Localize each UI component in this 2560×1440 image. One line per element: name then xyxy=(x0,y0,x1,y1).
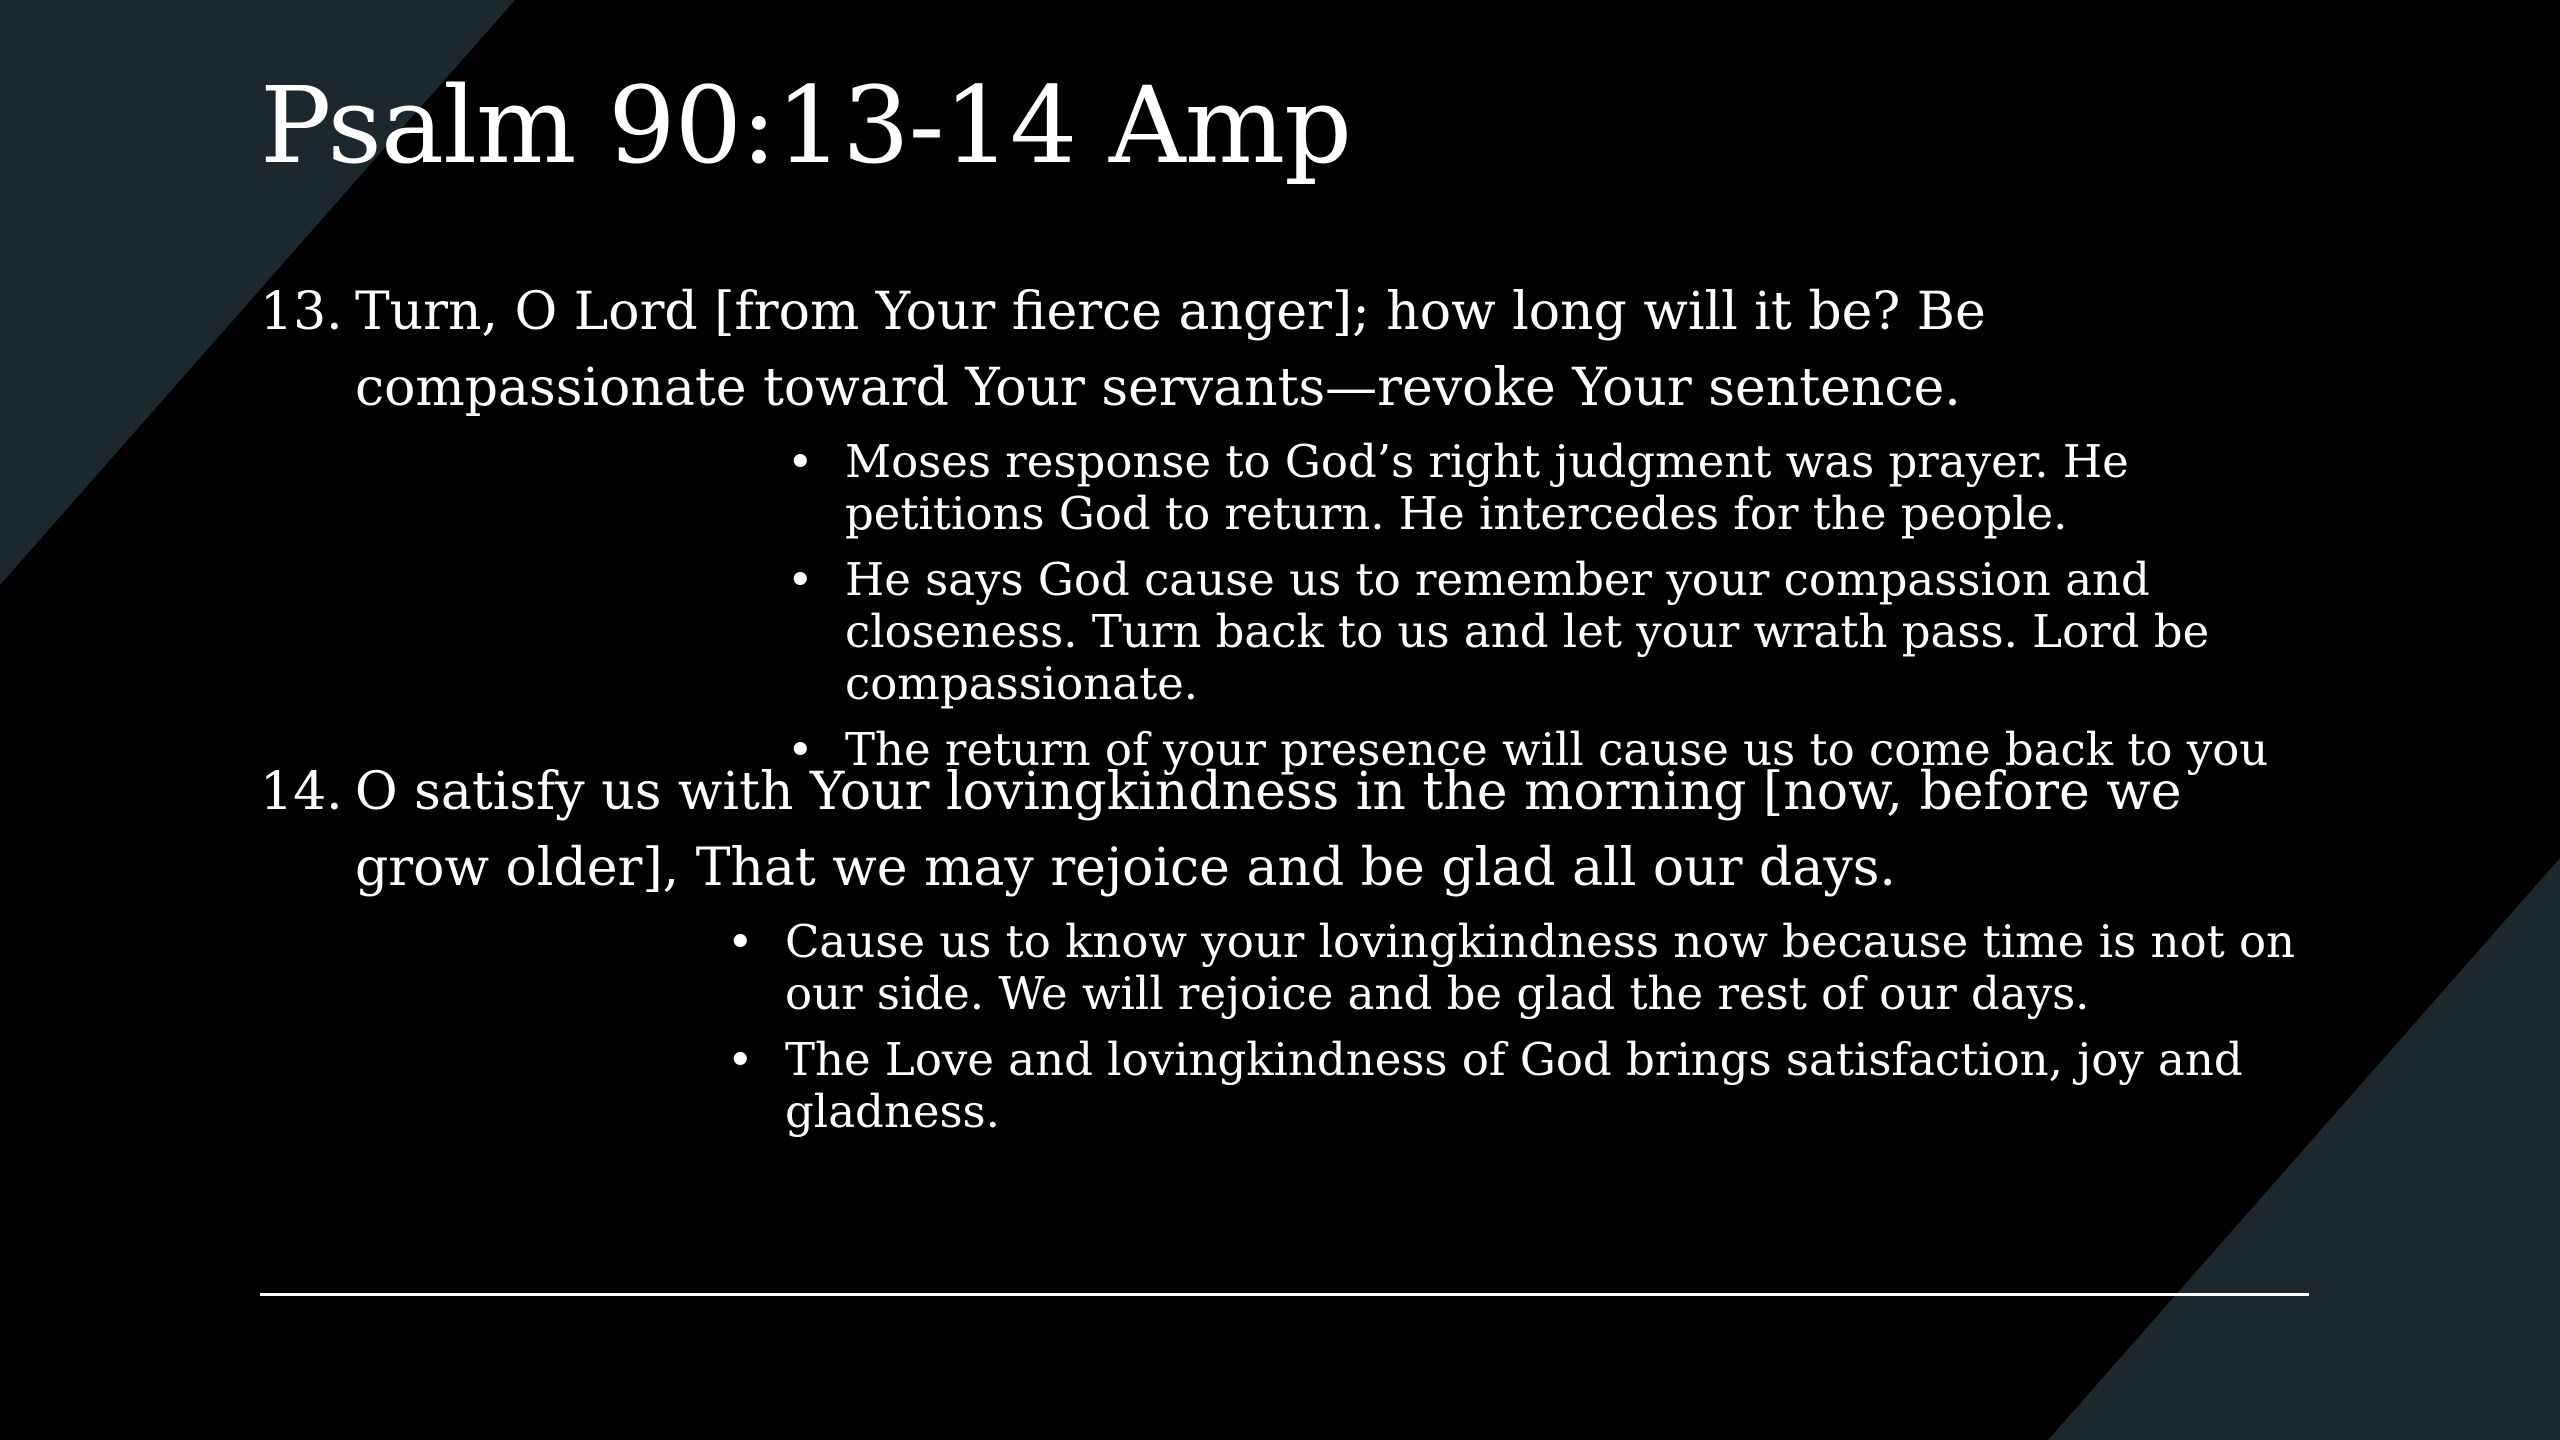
verse-14-commentary-list xyxy=(727,915,2325,1152)
footer-divider-line xyxy=(260,1293,2309,1296)
bullet-icon: • xyxy=(787,723,814,776)
list-item xyxy=(787,435,2325,540)
verse-13-commentary-list xyxy=(787,435,2325,790)
verse-number: 14. xyxy=(260,762,343,822)
bullet-icon: • xyxy=(787,553,814,606)
bullet-text: Cause us to know your lovingkindness now because time is not on our side. We will rejoice and be glad the rest of our days. xyxy=(785,915,2296,1020)
list-item xyxy=(727,915,2325,1020)
verse-text: Turn, O Lord [from Your fierce anger]; how long will it be? Be compassionate toward Your servants—revoke Your sentence. xyxy=(355,282,1986,418)
verse-text: O satisfy us with Your lovingkindness in the morning [now, before we grow older], That we may rejoice and be glad all our days. xyxy=(355,762,2182,898)
bullet-text: Moses response to God’s right judgment was prayer. He petitions God to return. He intercedes for the people. xyxy=(845,435,2129,540)
bullet-text: He says God cause us to remember your compassion and closeness. Turn back to us and let your wrath pass. Lord be compassionate. xyxy=(845,553,2210,710)
verse-14 xyxy=(260,754,2300,906)
verse-number: 13. xyxy=(260,282,343,342)
slide-title: Psalm 90:13-14 Amp xyxy=(260,64,1351,187)
bullet-text: The return of your presence will cause us to come back to you xyxy=(845,723,2269,776)
list-item xyxy=(787,553,2325,710)
bullet-icon: • xyxy=(787,435,814,488)
verse-13 xyxy=(260,274,2300,426)
bullet-icon: • xyxy=(727,915,754,968)
list-item xyxy=(727,1033,2325,1138)
bullet-text: The Love and lovingkindness of God brings satisfaction, joy and gladness. xyxy=(785,1033,2243,1138)
bullet-icon: • xyxy=(727,1033,754,1086)
